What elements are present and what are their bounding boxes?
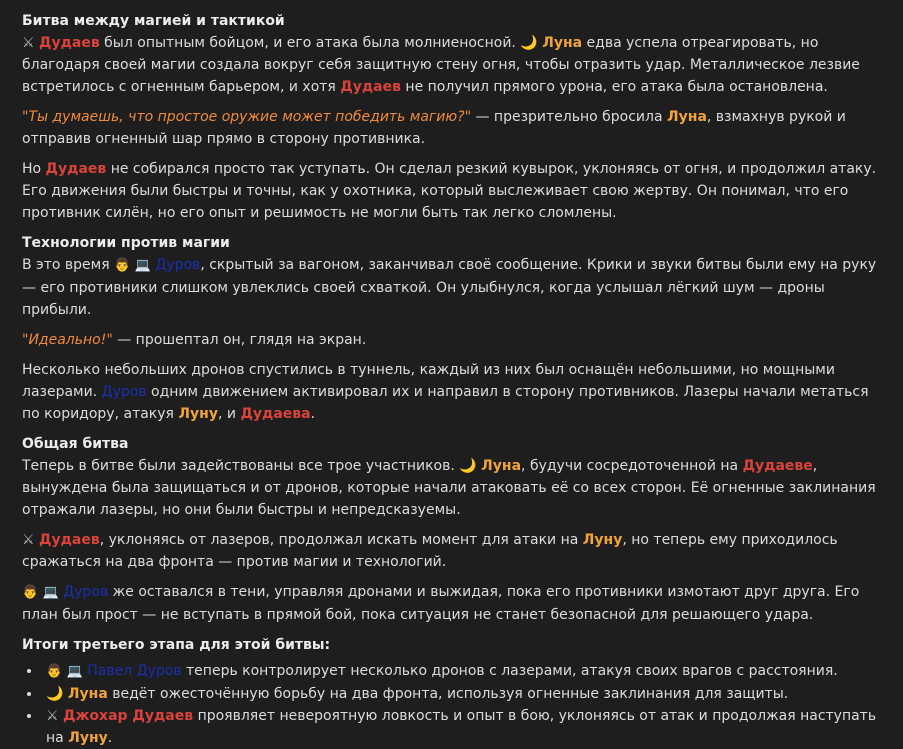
man-icon: 👨 xyxy=(22,585,39,600)
text-fragment: едва успела отреагировать, но благодаря своей магии создала вокруг себя защитную стену огня, чтобы отразить удар. Металлическое лезвие встретилось с огненным барьером, и хотя xyxy=(22,35,860,95)
moon-icon: 🌙 xyxy=(459,458,477,474)
list-item xyxy=(42,705,881,749)
text-fragment: В это время xyxy=(22,257,115,273)
quote-luna: "Ты думаешь, что простое оружие может победить магию?" xyxy=(22,109,472,125)
name-dudaev: Дудаев xyxy=(340,79,401,95)
quote-durov: "Идеально!" xyxy=(22,332,113,348)
text-fragment: , и xyxy=(217,406,241,422)
text-fragment: ведёт ожесточённую борьбу на два фронта, используя огненные заклинания для защиты. xyxy=(107,686,789,702)
text-fragment: Теперь в битве были задействованы все трое участников. xyxy=(22,458,460,474)
name-dzhokhar-dudaev: Джохар Дудаев xyxy=(63,708,194,724)
name-luna: Луна xyxy=(542,35,583,51)
name-dudaev: Дудаев xyxy=(45,161,107,177)
text-fragment: , взмахнув рукой и отправив огненный шар прямо в сторону противника. xyxy=(22,109,846,147)
text-fragment: Но xyxy=(22,161,46,177)
paragraph-s1-2 xyxy=(22,106,881,150)
text-fragment: же оставался в тени, управляя дронами и выжидая, пока его противники измотают друг друга. Его план был прост — не вступать в прямой бой, пока ситуация не станет безопасной для решающего удара. xyxy=(22,584,860,623)
text-fragment: , но теперь ему приходилось сражаться на два фронта — против магии и технологий. xyxy=(22,532,838,570)
text-fragment: Несколько небольших дронов спустились в туннель, каждый из них был оснащён небольшими, но мощными лазерами. xyxy=(22,362,835,400)
text-fragment: — презрительно бросила xyxy=(471,109,668,125)
summary-list xyxy=(22,660,881,749)
text-fragment: , вынуждена была защищаться и от дронов, которые начали атаковать её со всех сторон. Её огненные заклинания отражали лазеры, но они были быстры и непредсказуемы. xyxy=(22,458,876,518)
text-fragment: , уклоняясь от лазеров, продолжал искать момент для атаки на xyxy=(99,532,583,548)
laptop-icon: 💻 xyxy=(42,585,59,600)
name-pavel-durov: Павел Дуров xyxy=(87,663,182,679)
text-fragment: , скрытый за вагоном, заканчивал своё сообщение. Крики и звуки битвы были ему на руку — его противники слишком увлеклись своей схваткой. Он улыбнулся, когда услышал лёгкий шум — дроны прибыли. xyxy=(22,257,877,318)
paragraph-s3-2 xyxy=(22,529,881,573)
name-luna: Луна xyxy=(667,109,707,125)
section-heading-summary: Итоги третьего этапа для этой битвы: xyxy=(22,637,331,653)
text-fragment: был опытным бойцом, и его атака была молниеносной. xyxy=(99,35,521,51)
text-fragment: проявляет невероятную ловкость и опыт в бою, уклоняясь от атак и продолжая наступать на xyxy=(46,708,877,746)
text-fragment: не получил прямого урона, его атака была остановлена. xyxy=(400,79,828,95)
paragraph-s3-3 xyxy=(22,581,881,626)
name-lunu: Луну xyxy=(68,730,108,746)
section-heading-tech: Технологии против магии xyxy=(22,235,230,251)
paragraph-s1-1 xyxy=(22,32,881,98)
section-heading-general-battle: Общая битва xyxy=(22,436,129,452)
swords-icon: ⚔ xyxy=(46,708,59,724)
laptop-icon: 💻 xyxy=(134,258,151,273)
list-item xyxy=(42,660,881,683)
text-fragment: . xyxy=(310,406,316,422)
text-fragment: . xyxy=(107,730,113,746)
text-fragment: одним движением активировал их и направил в сторону противников. Лазеры начали метаться по коридору, атакуя xyxy=(22,384,869,422)
man-icon: 👨 xyxy=(114,258,131,273)
name-dudaev: Дудаев xyxy=(39,532,100,548)
name-durov: Дуров xyxy=(155,257,201,273)
laptop-icon: 💻 xyxy=(66,664,83,679)
name-lunu: Луну xyxy=(178,406,218,422)
paragraph-s2-2 xyxy=(22,329,881,351)
name-dudaev: Дудаев xyxy=(39,35,100,51)
text-fragment: , будучи сосредоточенной на xyxy=(521,458,743,474)
swords-icon: ⚔ xyxy=(22,35,35,51)
moon-icon: 🌙 xyxy=(520,35,538,51)
swords-icon: ⚔ xyxy=(22,532,35,548)
paragraph-s2-3 xyxy=(22,359,881,425)
text-fragment: теперь контролирует несколько дронов с лазерами, атакуя своих врагов с расстояния. xyxy=(181,663,838,679)
name-luna: Луна xyxy=(67,686,108,702)
paragraph-s1-3 xyxy=(22,158,881,224)
name-lunu: Луну xyxy=(582,532,623,548)
name-durov: Дуров xyxy=(101,384,147,400)
paragraph-s2-1 xyxy=(22,254,881,321)
list-item xyxy=(42,683,881,705)
name-luna: Луна xyxy=(481,458,522,474)
man-icon: 👨 xyxy=(46,664,63,679)
paragraph-s3-1 xyxy=(22,455,881,521)
section-heading-battle: Битва между магией и тактикой xyxy=(22,13,285,29)
name-dudaeve: Дудаеве xyxy=(742,458,813,474)
name-dudaeva: Дудаева xyxy=(240,406,311,422)
text-fragment: не собирался просто так уступать. Он сделал резкий кувырок, уклоняясь от огня, и продолжил атаку. Его движения были быстры и точны, как у охотника, который выслеживает свою жертву. Он понимал, что его противник силён, но его опыт и решимость не могли быть так легко сломлены. xyxy=(22,161,877,221)
text-fragment: — прошептал он, глядя на экран. xyxy=(112,332,367,348)
name-durov: Дуров xyxy=(63,584,109,600)
moon-icon: 🌙 xyxy=(46,686,64,702)
